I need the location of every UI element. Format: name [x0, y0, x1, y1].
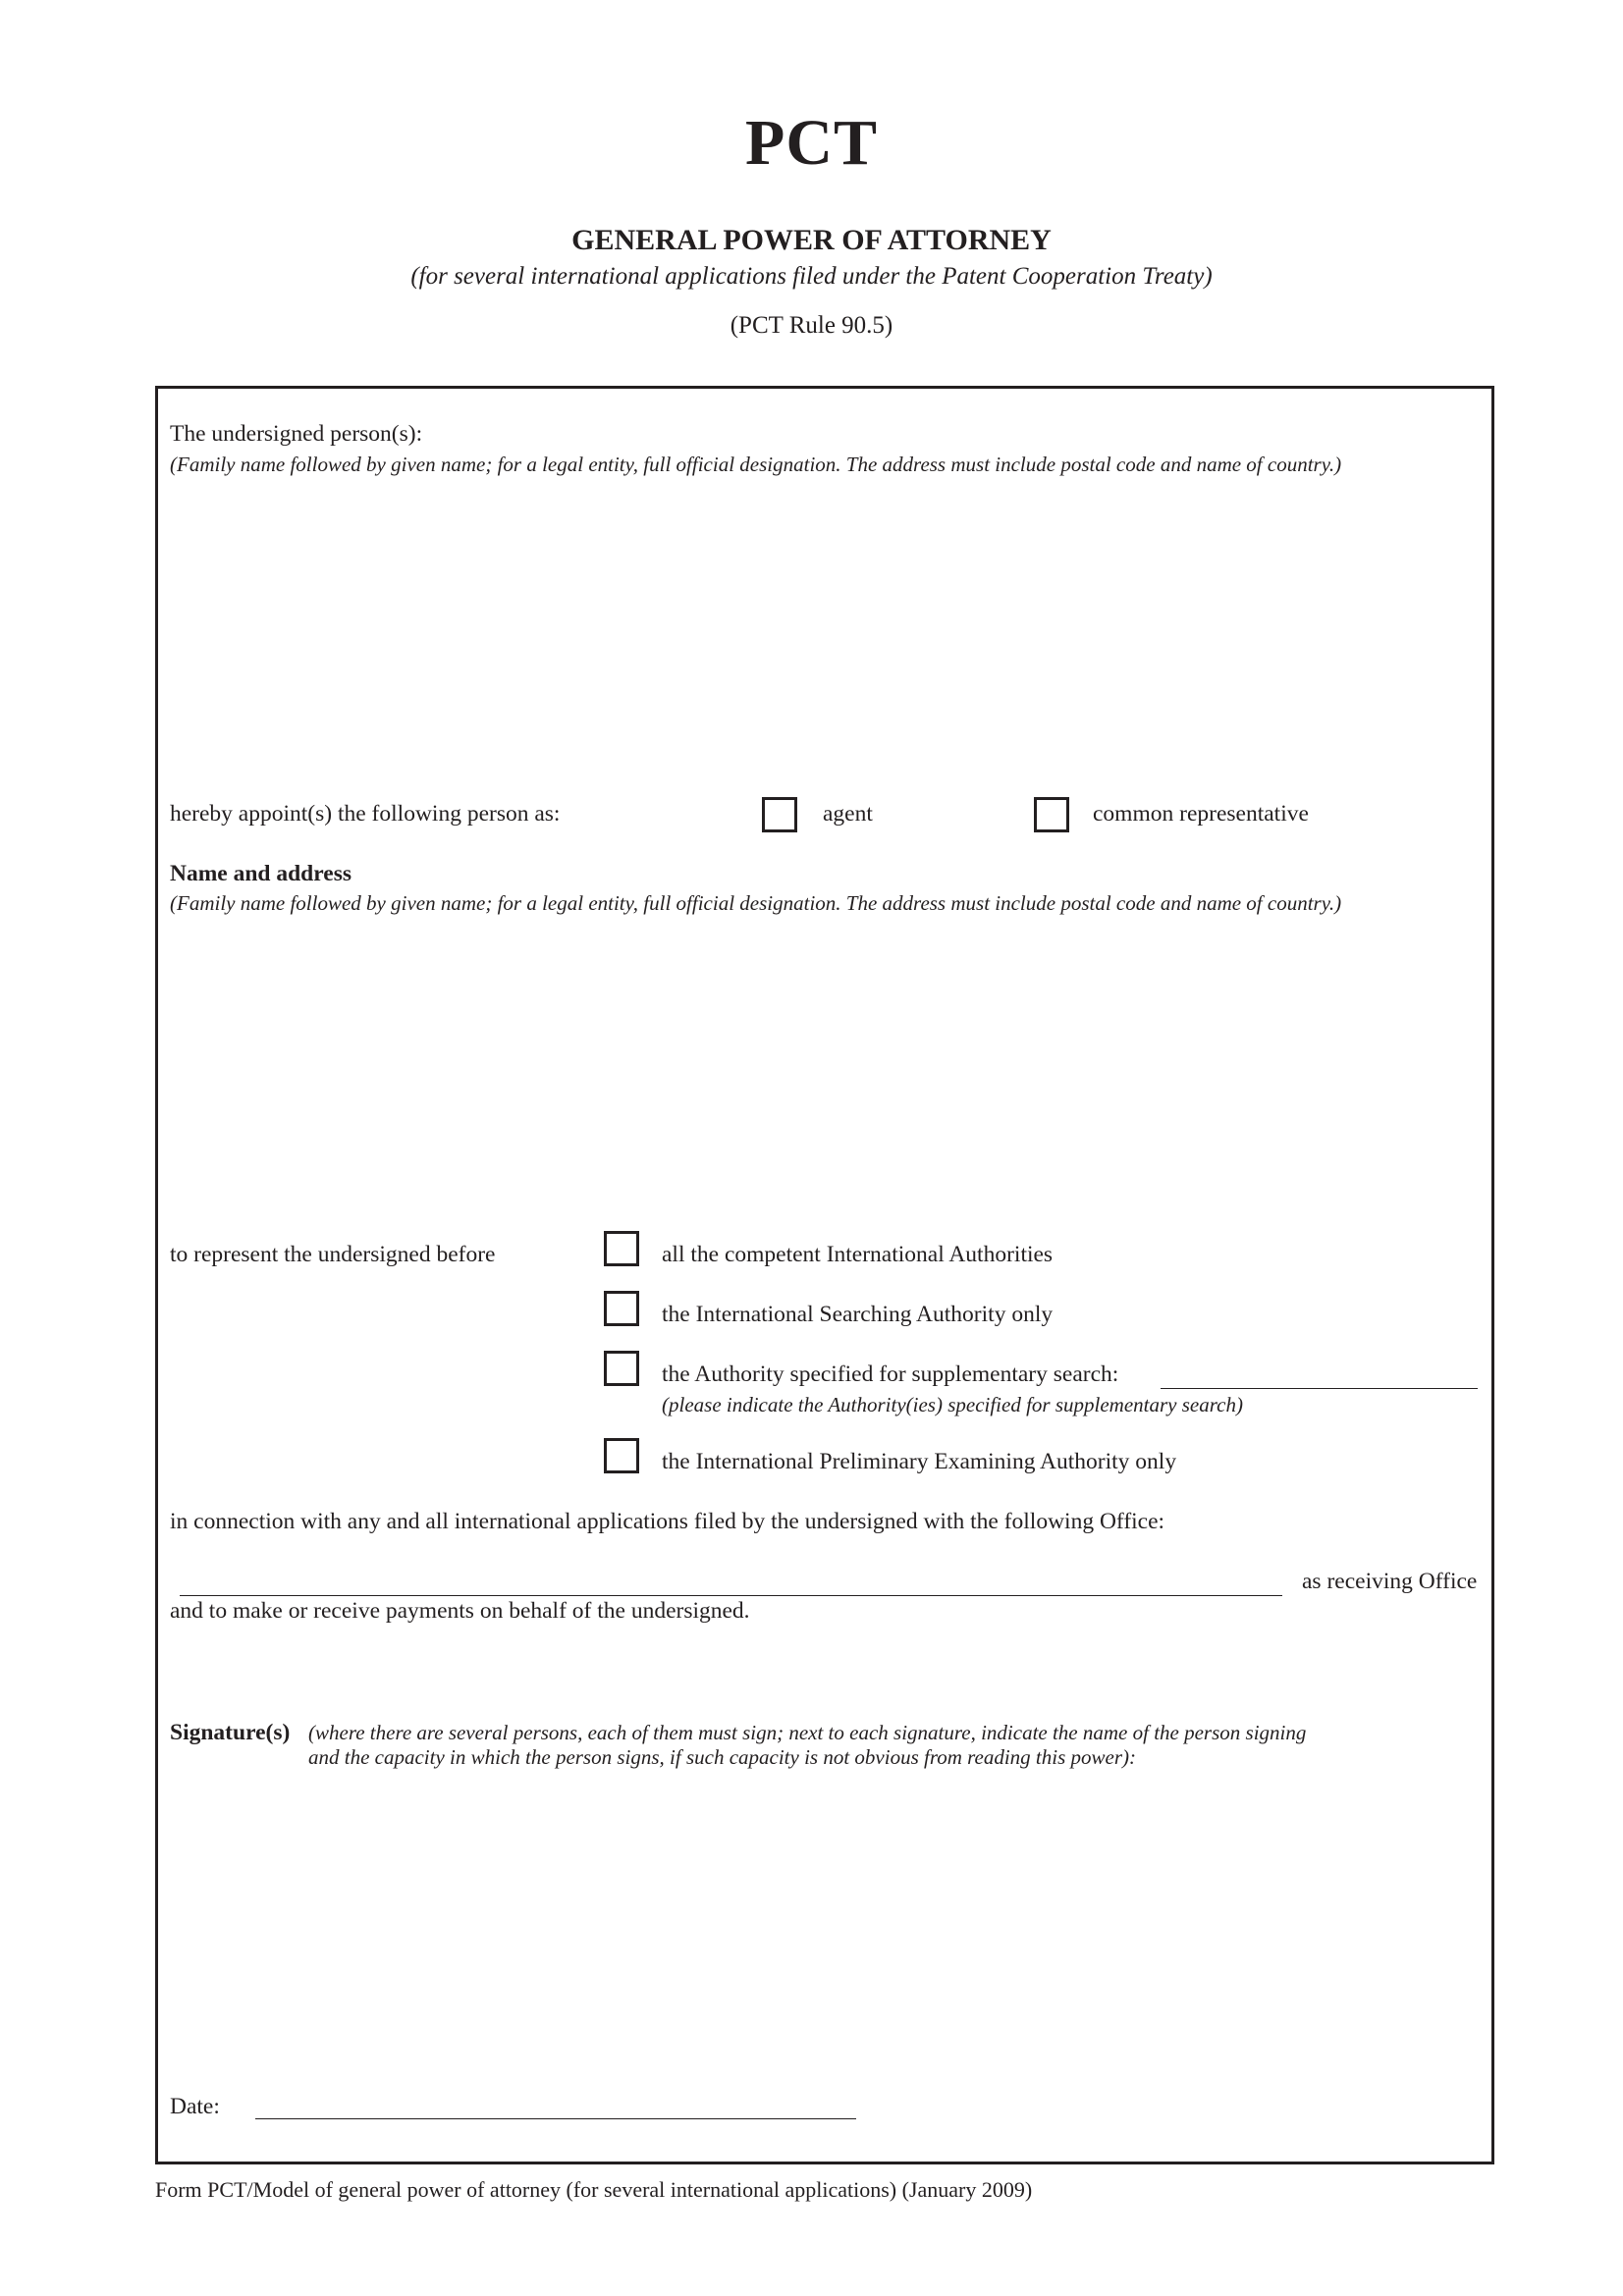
- signature-note-line2: and the capacity in which the person signs, if such capacity is not obvious from reading this power):: [308, 1745, 1137, 1769]
- date-field[interactable]: [255, 2118, 856, 2119]
- form-subtitle: GENERAL POWER OF ATTORNEY: [571, 224, 1052, 256]
- ipea-only-checkbox[interactable]: [604, 1438, 639, 1473]
- payments-text: and to make or receive payments on behalf of the undersigned.: [170, 1598, 750, 1624]
- all-authorities-checkbox[interactable]: [604, 1231, 639, 1266]
- common-representative-checkbox[interactable]: [1034, 797, 1069, 832]
- signature-area[interactable]: [170, 1787, 1480, 2081]
- date-label: Date:: [170, 2094, 220, 2119]
- rule-reference: (PCT Rule 90.5): [730, 312, 893, 339]
- form-subtitle-note: (for several international applications filed under the Patent Cooperation Treaty): [410, 263, 1213, 290]
- connection-text: in connection with any and all international applications filed by the undersigned with the following Office:: [170, 1509, 1165, 1534]
- represent-label: to represent the undersigned before: [170, 1242, 496, 1267]
- all-authorities-label: all the competent International Authorities: [662, 1242, 1054, 1267]
- form-footer: Form PCT/Model of general power of attorney (for several international applications) (January 2009): [155, 2177, 1033, 2202]
- form-title: PCT: [745, 107, 878, 179]
- isa-only-label: the International Searching Authority only: [662, 1302, 1054, 1327]
- receiving-office-label: as receiving Office: [1302, 1569, 1478, 1594]
- supplementary-search-label: the Authority specified for supplementary search:: [662, 1362, 1119, 1387]
- signature-note-line1: (where there are several persons, each of them must sign; next to each signature, indicate the name of the person signing: [308, 1721, 1307, 1744]
- supplementary-search-note: (please indicate the Authority(ies) specified for supplementary search): [662, 1393, 1243, 1416]
- undersigned-input-area[interactable]: [170, 491, 1480, 785]
- agent-label: agent: [823, 801, 873, 827]
- supplementary-search-checkbox[interactable]: [604, 1351, 639, 1386]
- isa-only-checkbox[interactable]: [604, 1291, 639, 1326]
- appoint-label: hereby appoint(s) the following person as:: [170, 801, 561, 827]
- supplementary-search-field[interactable]: [1161, 1388, 1478, 1389]
- appointee-label: Name and address: [170, 861, 352, 886]
- ipea-only-label: the International Preliminary Examining Authority only: [662, 1449, 1177, 1474]
- agent-checkbox[interactable]: [762, 797, 797, 832]
- signature-label: Signature(s): [170, 1720, 291, 1745]
- appointee-note: (Family name followed by given name; for a legal entity, full official designation. The address must include postal code and name of country.): [170, 891, 1342, 915]
- appointee-input-area[interactable]: [170, 931, 1480, 1225]
- undersigned-label: The undersigned person(s):: [170, 421, 423, 447]
- undersigned-note: (Family name followed by given name; for a legal entity, full official designation. The address must include postal code and name of country.): [170, 453, 1342, 476]
- receiving-office-field[interactable]: [180, 1595, 1282, 1596]
- common-representative-label: common representative: [1093, 801, 1309, 827]
